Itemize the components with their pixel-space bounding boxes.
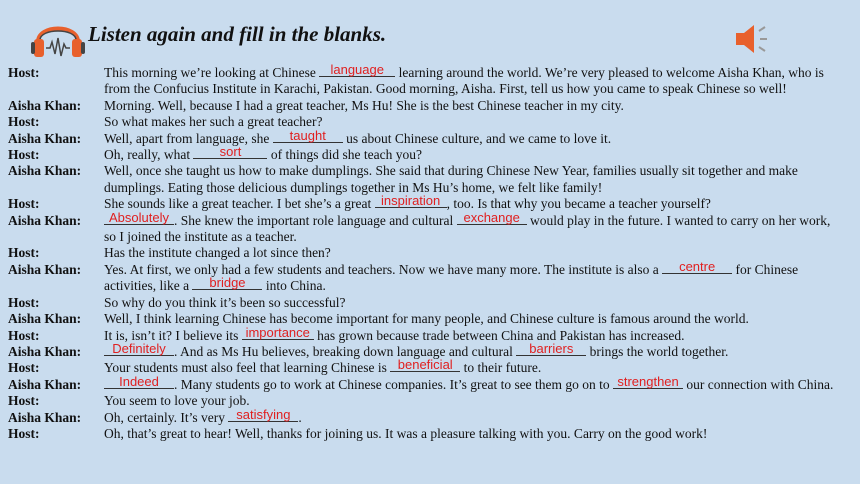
text-segment: , too. Is that why you became a teacher yourself? xyxy=(446,196,711,212)
dialogue-line xyxy=(8,295,840,311)
dialogue-line xyxy=(8,127,840,147)
speaker-icon[interactable] xyxy=(733,20,771,58)
blank-answer[interactable]: taught xyxy=(273,129,343,143)
text-segment: So why do you think it’s been so successful? xyxy=(104,294,346,310)
speaker-label: Aisha Khan: xyxy=(8,130,82,146)
line-text xyxy=(104,373,840,393)
text-segment: our connection with China. xyxy=(683,376,834,392)
dialogue-line xyxy=(8,311,840,327)
headphones-icon xyxy=(30,12,86,60)
line-text xyxy=(104,98,840,114)
blank-answer[interactable]: barriers xyxy=(516,342,586,356)
text-segment: . xyxy=(298,409,302,425)
dialogue-line xyxy=(8,144,840,163)
text-segment: Oh, really, what xyxy=(104,147,194,163)
speaker-label: Host: xyxy=(8,327,40,343)
speaker-label: Host: xyxy=(8,294,40,310)
speaker-label: Aisha Khan: xyxy=(8,311,82,327)
page-title: Listen again and fill in the blanks. xyxy=(88,22,387,46)
text-segment: . She knew the important role language and cultural xyxy=(174,212,457,228)
text-segment: This morning we’re looking at Chinese xyxy=(104,65,320,80)
speaker-label: Aisha Khan: xyxy=(8,261,82,277)
blank-answer[interactable]: Indeed xyxy=(104,375,174,389)
blank-answer[interactable]: beneficial xyxy=(390,358,460,372)
text-segment: Has the institute changed a lot since then? xyxy=(104,245,331,261)
line-text xyxy=(104,62,840,98)
speaker-label: Host: xyxy=(8,425,40,441)
text-segment: So what makes her such a great teacher? xyxy=(104,114,323,130)
speaker-label: Host: xyxy=(8,114,40,130)
blank-answer[interactable]: Absolutely xyxy=(104,211,174,225)
speaker-label: Host: xyxy=(8,196,40,212)
line-text xyxy=(104,357,840,376)
line-text xyxy=(104,163,840,196)
text-segment: You seem to love your job. xyxy=(104,393,250,409)
line-text xyxy=(104,426,840,442)
blank-answer[interactable]: strengthen xyxy=(613,375,683,389)
blank-answer[interactable]: exchange xyxy=(457,211,527,225)
blank-answer[interactable]: inspiration xyxy=(375,194,447,208)
speaker-label: Aisha Khan: xyxy=(8,97,82,113)
speaker-label: Host: xyxy=(8,360,40,376)
line-text xyxy=(104,340,840,360)
text-segment: of things did she teach you? xyxy=(267,147,422,163)
text-segment: would play in the future. I wanted to carry on her work, so I joined the institute as a teacher. xyxy=(104,212,831,245)
text-segment: Well, once she taught us how to make dumplings. She said that during Chinese New Year, families usually sit together and make dumplings. Eating those delicious dumplings together in Ms Hu’s home, we felt like family! xyxy=(104,163,798,195)
line-text xyxy=(104,144,840,163)
text-segment: Well, I think learning Chinese has become important for many people, and Chinese culture is famous around the world. xyxy=(104,311,749,327)
dialogue-line xyxy=(8,163,840,196)
text-segment: Your students must also feel that learning Chinese is xyxy=(104,360,391,376)
dialogue-line xyxy=(8,393,840,409)
line-text xyxy=(104,258,840,295)
text-segment: . And as Ms Hu believes, breaking down language and cultural xyxy=(174,343,517,359)
blank-answer[interactable]: sort xyxy=(193,145,267,159)
dialogue-line xyxy=(8,114,840,130)
speaker-label: Host: xyxy=(8,147,40,163)
dialogue-line xyxy=(8,373,840,393)
text-segment: learning around the world. We’re very pleased to welcome Aisha Khan, who is from the Confucius Institute in Karachi, Pakistan. Good morning, Aisha. First, tell us how you came to speak Chinese so well! xyxy=(104,65,824,97)
dialogue-transcript xyxy=(8,62,840,442)
text-segment: It is, isn’t it? I believe its xyxy=(104,327,242,343)
blank-answer[interactable]: language xyxy=(319,63,395,77)
blank-answer[interactable]: importance xyxy=(242,326,314,340)
line-text xyxy=(104,393,840,409)
blank-answer[interactable]: centre xyxy=(662,260,732,274)
line-text xyxy=(104,114,840,130)
line-text xyxy=(104,311,840,327)
speaker-label: Host: xyxy=(8,245,40,261)
line-text xyxy=(104,209,840,246)
speaker-label: Host: xyxy=(8,393,40,409)
text-segment: brings the world together. xyxy=(586,343,729,359)
dialogue-line xyxy=(8,98,840,114)
speaker-label: Aisha Khan: xyxy=(8,376,82,392)
speaker-label: Host: xyxy=(8,65,40,80)
text-segment: Oh, that’s great to hear! Well, thanks for joining us. It was a pleasure talking with you. Carry on the good work! xyxy=(104,425,708,441)
text-segment: us about Chinese culture, and we came to love it. xyxy=(342,130,612,146)
speaker-label: Aisha Khan: xyxy=(8,343,82,359)
dialogue-line xyxy=(8,258,840,295)
text-segment: . Many students go to work at Chinese companies. It’s great to see them go on to xyxy=(174,376,614,392)
header xyxy=(0,0,860,62)
line-text xyxy=(104,295,840,311)
blank-answer[interactable]: satisfying xyxy=(228,408,298,422)
dialogue-line xyxy=(8,406,840,426)
speaker-label: Aisha Khan: xyxy=(8,163,82,179)
text-segment: to their future. xyxy=(460,360,542,376)
blank-answer[interactable]: Definitely xyxy=(104,342,174,356)
blank-answer[interactable]: bridge xyxy=(192,276,262,290)
text-segment: into China. xyxy=(262,278,326,294)
dialogue-line xyxy=(8,209,840,246)
dialogue-line xyxy=(8,62,840,98)
text-segment: Yes. At first, we only had a few students and teachers. Now we have many more. The institute is also a xyxy=(104,261,663,277)
text-segment: She sounds like a great teacher. I bet she’s a great xyxy=(104,196,375,212)
text-segment: for Chinese activities, like a xyxy=(104,261,799,294)
speaker-label: Aisha Khan: xyxy=(8,212,82,228)
dialogue-line xyxy=(8,426,840,442)
text-segment: Oh, certainly. It’s very xyxy=(104,409,229,425)
text-segment: Well, apart from language, she xyxy=(104,130,273,146)
text-segment: Morning. Well, because I had a great teacher, Ms Hu! She is the best Chinese teacher in my city. xyxy=(104,97,624,113)
line-text xyxy=(104,324,840,344)
text-segment: has grown because trade between China and Pakistan has increased. xyxy=(313,327,685,343)
line-text xyxy=(104,406,840,426)
speaker-label: Aisha Khan: xyxy=(8,409,82,425)
